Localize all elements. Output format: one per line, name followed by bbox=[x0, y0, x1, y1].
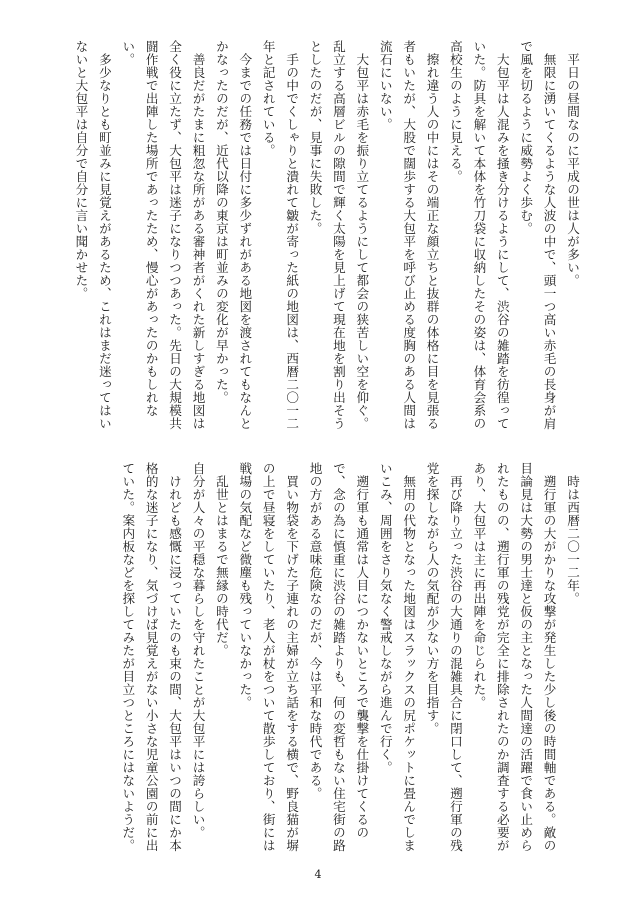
paragraph: 再び降り立った渋谷の大通りの混雑具合に閉口して、遡行軍の残党を探しながら人の気配が少ない方を目指す。 bbox=[424, 462, 463, 852]
paragraph: 多少なりとも町並みに見覚えがあるため、これはまだ迷ってはいないと大包平は自分で自分に言い聞かせた。 bbox=[73, 40, 112, 430]
paragraph: 遡行軍の大がかりな攻撃が発生した少し後の時間軸である。敵の目論見は大勢の男士達と仮の主となった人間達の活躍で食い止められたものの、遡行軍の残党が完全に排除されたのか調査する必要があり、大包平は主に再出陣を命じられた。 bbox=[471, 462, 557, 852]
paragraph: 自分が人々の平穏な暮らしを守れたことが大包平には誇らしい。 bbox=[190, 462, 206, 839]
paragraph: 平日の昼間なのに平成の世は人が多い。 bbox=[565, 52, 580, 287]
paragraph: 時は西暦二〇一二年。 bbox=[565, 474, 580, 605]
page-number: 4 bbox=[314, 868, 322, 881]
upper-text-block bbox=[72, 40, 584, 430]
paragraph: 遡行軍も通常は人目につかないところで襲撃を仕掛けてくるので、念の為に慎重に渋谷の雑踏よりも、何の変哲もない住宅街の路地の方がある意味危険なのだが、今は平和な時代である。 bbox=[307, 462, 370, 852]
paragraph: 善良だがたまに粗忽な所がある審神者がくれた新しすぎる地図は全く役に立たず、大包平は迷子になりつつあった。先日の大規模共闘作戦で出陣した場所であったため、慢心があったのかもしれない。 bbox=[120, 40, 206, 430]
paragraph: けれども感慨に浸っていたのも束の間、大包平はいつの間にか本格的な迷子になり、気づけば見覚えがない小さな児童公園の前に出ていた。案内板などを探してみたが目立つところにはないようだ。 bbox=[120, 462, 183, 852]
paragraph: 買い物袋を下げた子連れの主婦が立ち話をする横で、野良猫が塀の上で昼寝をしていたり、老人が杖をついて散歩しており、街には戦場の気配など微塵も残っていなかった。 bbox=[237, 462, 300, 852]
paragraph: 今までの任務では日付に多少ずれがある地図を渡されてもなんとかなったのだが、近代以降の東京は町並みの変化が早かった。 bbox=[213, 40, 253, 430]
paragraph: 手の中でくしゃりと潰れて皺が寄った紙の地図は、西暦二〇一二年と記されている。 bbox=[260, 40, 300, 430]
paragraph: 擦れ違う人の中にはその端正な顔立ちと抜群の体格に目を見張る者もいたが、大股で闊歩する大包平を呼び止める度胸のある人間は流石にいない。 bbox=[377, 40, 440, 430]
paragraph: 乱世とはまるで無縁の時代だ。 bbox=[213, 474, 229, 657]
lower-text-block bbox=[72, 462, 584, 852]
paragraph: 無用の代物となった地図はスラックスの尻ポケットに畳んでしまいこみ、周囲をさり気なく警戒しながら進んで行く。 bbox=[377, 462, 417, 852]
paragraph: 大包平は人混みを掻き分けるようにして、渋谷の雑踏を彷徨っていた。防具を解いて本体を竹刀袋に収納したその姿は、体育会系の高校生のように見える。 bbox=[447, 40, 510, 430]
paragraph: 大包平は赤毛を振り立てるようにして都会の狭苦しい空を仰ぐ。乱立する高層ビルの隙間で輝く太陽を見上げて現在地を割り出そうとしたのだが、見事に失敗した。 bbox=[307, 40, 370, 430]
paragraph: 無限に湧いてくるような人波の中で、頭一つ高い赤毛の長身が肩で風を切るように威勢よく歩む。 bbox=[518, 40, 557, 430]
